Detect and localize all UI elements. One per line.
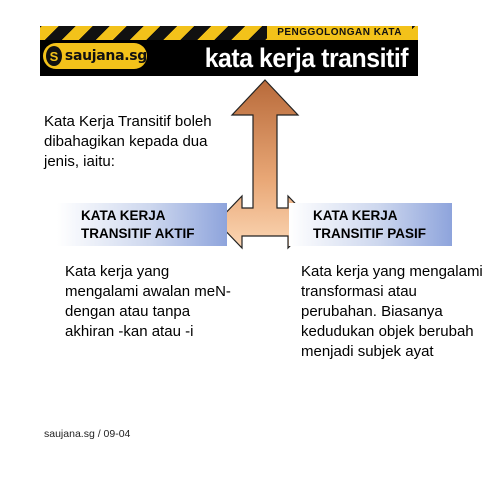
- footer-credit: saujana.sg / 09-04: [44, 428, 131, 440]
- banner-subtitle: PENGGOLONGAN KATA: [267, 26, 412, 40]
- category-label-aktif: KATA KERJA TRANSITIF AKTIF: [81, 208, 195, 241]
- banner-title: kata kerja transitif: [204, 43, 408, 73]
- logo-mark-icon: S: [46, 46, 62, 66]
- category-box-aktif: [57, 203, 227, 246]
- category-box-pasif: [289, 203, 452, 246]
- intro-text: Kata Kerja Transitif boleh dibahagikan kepada dua jenis, iaitu:: [44, 113, 212, 170]
- description-aktif: Kata kerja yang mengalami awalan meN- dengan atau tanpa akhiran -kan atau -i: [65, 263, 231, 340]
- category-label-pasif: KATA KERJA TRANSITIF PASIF: [313, 208, 426, 241]
- description-pasif: Kata kerja yang mengalami transformasi atau perubahan. Biasanya kedudukan objek berubah menjadi subjek ayat: [301, 263, 483, 360]
- logo-text: saujana.sg: [64, 48, 147, 64]
